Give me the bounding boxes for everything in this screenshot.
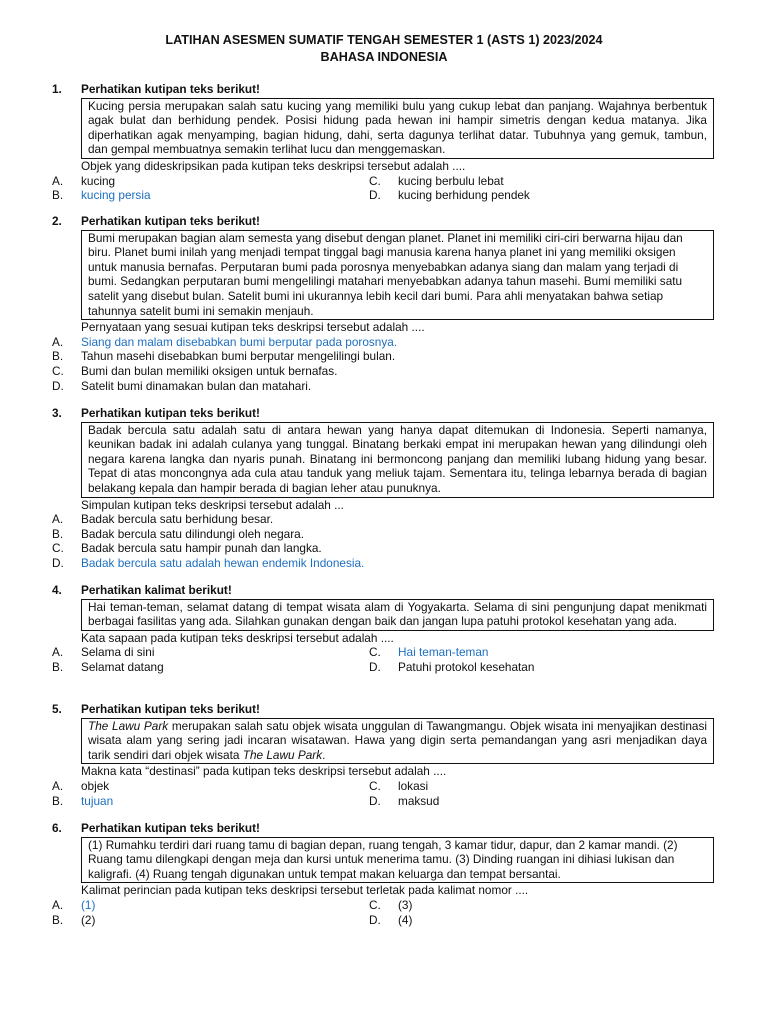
option-b[interactable]: B. (2) — [52, 912, 96, 927]
question-3 — [52, 406, 720, 571]
option-c[interactable]: C. Bumi dan bulan memiliki oksigen untuk bernafas. — [52, 363, 338, 378]
question-prompt: Pernyataan yang sesuai kutipan teks deskripsi tersebut adalah .... — [81, 320, 425, 335]
options — [52, 335, 720, 393]
option-d[interactable]: D. Satelit bumi dinamakan bulan dan matahari. — [52, 378, 312, 393]
question-instruction: Perhatikan kutipan teks berikut! — [81, 821, 260, 835]
passage-box: Bumi merupakan bagian alam semesta yang disebut dengan planet. Planet ini memiliki ciri-ciri berwarna hijau dan biru. Planet bumi inilah yang menjadi tempat tinggal bagi manusia karena hanya planet ini yang memiliki oksigen untuk manusia bernafas. Perputaran bumi pada porosnya menyebabkan adanya siang dan malam yang terjadi di bumi. Sedangkan perputaran bumi mengelilingi matahari menyebabkan adanya tahun masehi. Bumi memiliki satu satelit yang disebut bulan. Satelit bumi ini ukurannya lebih kecil dari bumi. Para ahli menyatakan bahwa setiap tahunnya satelit bumi ini semakin menjauh. — [81, 230, 714, 321]
option-b[interactable]: B. kucing persia — [52, 188, 151, 203]
option-b[interactable]: B. tujuan — [52, 793, 114, 808]
option-c[interactable]: C. kucing berbulu lebat — [369, 173, 504, 188]
question-prompt: Kalimat perincian pada kutipan teks deskripsi tersebut terletak pada kalimat nomor .... — [81, 883, 529, 898]
option-a[interactable]: A. Siang dan malam disebabkan bumi berputar pada porosnya. — [52, 334, 398, 349]
question-1 — [52, 82, 720, 203]
subject-title: BAHASA INDONESIA — [320, 50, 448, 64]
option-a[interactable]: A. Badak bercula satu berhidung besar. — [52, 512, 274, 527]
passage-italic-title: The Lawu Park — [242, 747, 323, 762]
option-d[interactable]: D. Badak bercula satu adalah hewan endemik Indonesia. — [52, 555, 365, 570]
options — [52, 645, 720, 674]
option-a[interactable]: A. kucing — [52, 173, 116, 188]
option-d[interactable]: D. kucing berhidung pendek — [369, 188, 530, 203]
question-6 — [52, 821, 720, 927]
question-prompt: Kata sapaan pada kutipan teks deskripsi tersebut adalah .... — [81, 630, 394, 645]
passage-box: Kucing persia merupakan salah satu kucing yang memiliki bulu yang cukup lebat dan panjang. Wajahnya berbentuk agak bulat dan berhidung pendek. Posisi hidung pada hewan ini hampir simetris dengan kedua matanya. Jika diperhatikan agak menyamping, bagian hidung, dahi, serta dagunya terlihat datar. Tubuhnya yang gemuk, tambun, dan gempal membuatnya semakin terlihat lucu dan menggemaskan. — [81, 98, 714, 159]
option-d[interactable]: D. (4) — [369, 912, 413, 927]
option-d[interactable]: D. Patuhi protokol kesehatan — [369, 659, 535, 674]
options — [52, 174, 720, 203]
passage-italic-title: The Lawu Park — [88, 718, 169, 733]
question-instruction: Perhatikan kutipan teks berikut! — [81, 702, 260, 716]
question-prompt: Simpulan kutipan teks deskripsi tersebut adalah ... — [81, 497, 344, 512]
option-c[interactable]: C. (3) — [369, 897, 413, 912]
option-a[interactable]: A. (1) — [52, 897, 96, 912]
passage-box: The Lawu Park merupakan salah satu objek wisata unggulan di Tawangmangu. Objek wisata ini menyajikan destinasi wisata alam yang sering jadi incaran wisatawan. Hawa yang digin serta pemandangan yang asri menjadikan daya tarik sendiri dari objek wisata The Lawu Park. — [81, 718, 714, 765]
passage-box: (1) Rumahku terdiri dari ruang tamu di bagian depan, ruang tengah, 3 kamar tidur, dapur, dan 2 kamar mandi. (2) Ruang tamu dilengkapi dengan meja dan kursi untuk menerima tamu. (3) Dinding ruangan ini dihiasi lukisan dan kaligrafi. (4) Ruang tengah digunakan untuk tempat makan keluarga dan tempat bersantai. — [81, 837, 714, 884]
question-prompt: Makna kata “destinasi” pada kutipan teks deskripsi tersebut adalah .... — [81, 764, 447, 779]
option-d[interactable]: D. maksud — [369, 793, 440, 808]
options — [52, 898, 720, 927]
passage-box: Hai teman-teman, selamat datang di tempat wisata alam di Yogyakarta. Selama di sini pengunjung dapat menikmati berbagai fasilitas yang ada. Silahkan gunakan dengan baik dan jangan lupa patuhi protokol kesehatan yang ada. — [81, 599, 714, 631]
option-a[interactable]: A. objek — [52, 778, 110, 793]
option-b[interactable]: B. Tahun masehi disebabkan bumi berputar mengelilingi bulan. — [52, 349, 396, 364]
question-number: 5. — [52, 702, 62, 716]
option-c[interactable]: C. Hai teman-teman — [369, 645, 489, 660]
option-a[interactable]: A. Selama di sini — [52, 645, 155, 660]
question-instruction: Perhatikan kutipan teks berikut! — [81, 406, 260, 420]
question-number: 6. — [52, 821, 62, 835]
question-instruction: Perhatikan kutipan teks berikut! — [81, 214, 260, 228]
options — [52, 512, 720, 570]
question-number: 1. — [52, 82, 62, 96]
question-instruction: Perhatikan kalimat berikut! — [81, 583, 232, 597]
option-b[interactable]: B. Selamat datang — [52, 659, 164, 674]
question-number: 2. — [52, 214, 62, 228]
question-number: 3. — [52, 406, 62, 420]
option-c[interactable]: C. Badak bercula satu hampir punah dan langka. — [52, 541, 322, 556]
question-instruction: Perhatikan kutipan teks berikut! — [81, 82, 260, 96]
options — [52, 779, 720, 808]
question-2 — [52, 214, 720, 393]
option-b[interactable]: B. Badak bercula satu dilindungi oleh negara. — [52, 526, 304, 541]
passage-box: Badak bercula satu adalah satu di antara hewan yang hanya dapat ditemukan di Indonesia. Seperti namanya, keunikan badak ini adalah culanya yang tunggal. Binatang berkaki empat ini merupakan hewan yang dilindungi oleh negara karena langka dan nyaris punah. Binatang ini bermoncong panjang dan memiliki lubang hidung yang besar. Tepat di atas moncongnya ada cula atau tanduk yang meliuk tajam. Sementara itu, telinga lebarnya berada di bagian belakang kepala dan hampir berada di bagian leher atau punuknya. — [81, 422, 714, 498]
question-number: 4. — [52, 583, 62, 597]
question-prompt: Objek yang dideskripsikan pada kutipan teks deskripsi tersebut adalah .... — [81, 158, 466, 173]
question-5 — [52, 702, 720, 808]
exam-title: LATIHAN ASESMEN SUMATIF TENGAH SEMESTER 1 (ASTS 1) 2023/2024 — [165, 33, 603, 47]
option-c[interactable]: C. lokasi — [369, 778, 429, 793]
question-4 — [52, 583, 720, 675]
document-header — [0, 32, 768, 66]
